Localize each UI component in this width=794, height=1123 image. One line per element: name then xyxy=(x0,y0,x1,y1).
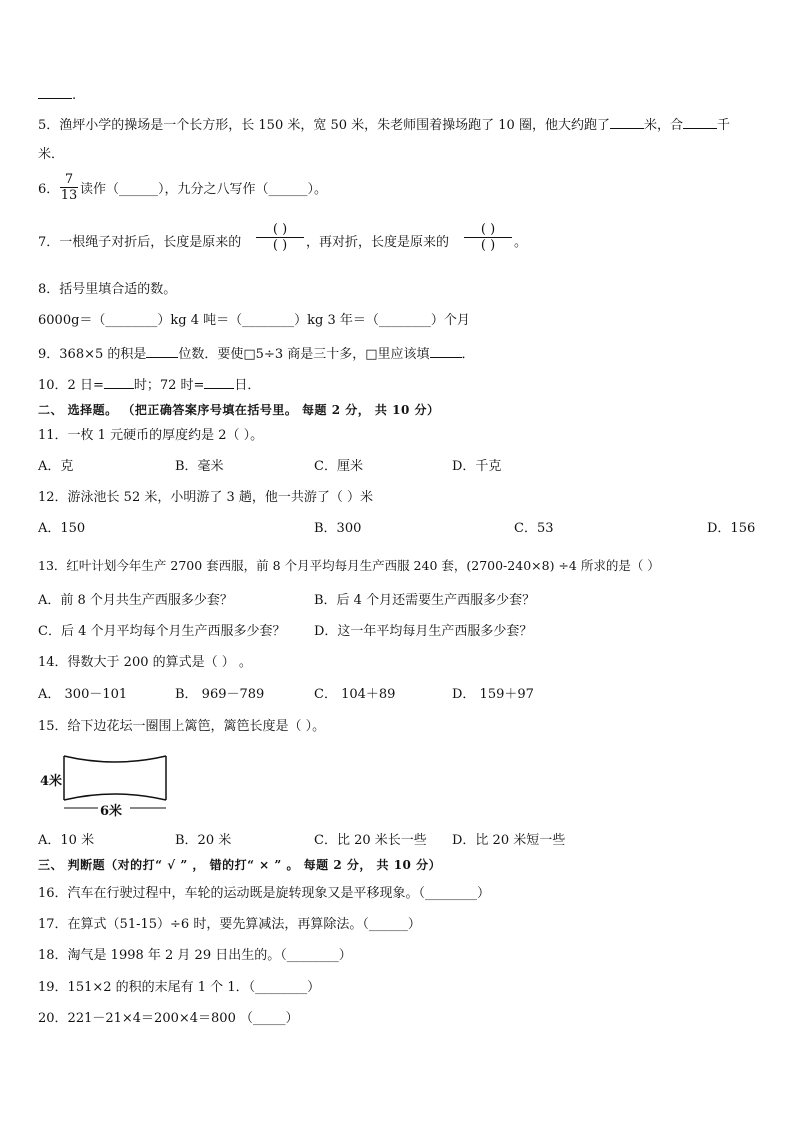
q4-tail: . xyxy=(38,86,76,104)
fraction-blank-1[interactable]: ( ) ( ) xyxy=(256,222,304,253)
answer-blank[interactable] xyxy=(204,376,234,389)
option-d[interactable]: D．156 xyxy=(707,521,756,536)
option-c[interactable]: C．后 4 个月平均每个月生产西服多少套？ xyxy=(38,624,286,639)
option-a[interactable]: A． 300－101 xyxy=(38,687,128,702)
answer-blank[interactable] xyxy=(38,86,72,99)
question-13: 13．红叶计划今年生产 2700 套西服，前 8 个月平均每月生产西服 240 套，(2700-240×8) ÷4 所求的是（ ） xyxy=(38,558,660,573)
section-3-heading: 三、 判断题（对的打“ √ ” ， 错的打“ × ” 。 每题 2 分， 共 10 分） xyxy=(38,858,442,872)
option-a[interactable]: A．150 xyxy=(38,521,86,536)
option-c[interactable]: C．比 20 米长一些 xyxy=(314,833,427,848)
question-9: 9．368×5 的积是 位数．要使□5÷3 商是三十多，□里应该填 ． xyxy=(38,347,475,362)
question-19: 19．151×2 的积的末尾有 1 个 1．（________） xyxy=(38,980,321,995)
side-label: 4米 xyxy=(40,774,63,789)
option-d[interactable]: D．千克 xyxy=(452,459,502,474)
option-c[interactable]: C．53 xyxy=(514,521,554,536)
question-14: 14．得数大于 200 的算式是（ ） 。 xyxy=(38,655,252,670)
flower-bed-figure xyxy=(38,752,178,818)
question-6-text: 读作（______），九分之八写作（______）。 xyxy=(80,182,328,197)
fraction-blank-2[interactable]: ( ) ( ) xyxy=(464,222,512,253)
option-a[interactable]: A．10 米 xyxy=(38,833,95,848)
question-7-text-a: 7．一根绳子对折后，长度是原来的 xyxy=(38,235,242,250)
question-10: 10．2 日= 时；72 时= 日． xyxy=(38,378,261,393)
question-20: 20．221－21×4＝200×4＝800 （_____） xyxy=(38,1011,299,1026)
question-8-line: 6000g＝（________）kg 4 吨＝（________）kg 3 年＝（________）个月 xyxy=(38,313,470,328)
option-b[interactable]: B．20 米 xyxy=(175,833,232,848)
option-a[interactable]: A．前 8 个月共生产西服多少套？ xyxy=(38,593,233,608)
fraction-7-13: $\frac{7}{13}$ xyxy=(60,172,78,203)
option-b[interactable]: B． 969－789 xyxy=(175,687,265,702)
answer-blank[interactable] xyxy=(104,376,134,389)
option-c[interactable]: C． 104＋89 xyxy=(314,687,396,702)
question-5: 5．渔坪小学的操场是一个长方形，长 150 米，宽 50 米，朱老师围着操场跑了 10 圈，他大约跑了 米，合 千 xyxy=(38,118,730,133)
answer-blank[interactable] xyxy=(430,345,462,358)
question-6-num: 6． xyxy=(38,182,60,197)
option-a[interactable]: A．克 xyxy=(38,459,74,474)
question-11: 11．一枚 1 元硬币的厚度约是 2（ ）。 xyxy=(38,428,264,443)
question-8-title: 8．括号里填合适的数。 xyxy=(38,282,177,297)
question-7-text-b: ，再对折，长度是原来的 xyxy=(306,235,450,250)
question-18: 18．淘气是 1998 年 2 月 29 日出生的。（________） xyxy=(38,948,352,963)
option-d[interactable]: D． 159＋97 xyxy=(452,687,534,702)
option-b[interactable]: B．毫米 xyxy=(175,459,224,474)
bottom-label: 6米 xyxy=(100,804,123,819)
question-15: 15．给下边花坛一圈围上篱笆，篱笆长度是（ ）。 xyxy=(38,719,326,734)
question-7-text-c: 。 xyxy=(514,235,528,250)
answer-blank[interactable] xyxy=(610,116,644,129)
question-17: 17．在算式（51-15）÷6 时，要先算减法，再算除法。（______） xyxy=(38,917,421,932)
option-c[interactable]: C．厘米 xyxy=(314,459,363,474)
question-5-cont: 米． xyxy=(38,147,65,162)
option-b[interactable]: B．300 xyxy=(314,521,362,536)
question-16: 16．汽车在行驶过程中，车轮的运动既是旋转现象又是平移现象。（________） xyxy=(38,886,491,901)
question-12: 12．游泳池长 52 米，小明游了 3 趟，他一共游了（ ）米 xyxy=(38,490,374,505)
option-d[interactable]: D．这一年平均每月生产西服多少套？ xyxy=(314,624,533,639)
answer-blank[interactable] xyxy=(146,345,178,358)
section-2-heading: 二、 选择题。 （把正确答案序号填在括号里。 每题 2 分， 共 10 分） xyxy=(38,403,440,417)
option-b[interactable]: B．后 4 个月还需要生产西服多少套？ xyxy=(314,593,536,608)
answer-blank[interactable] xyxy=(683,116,717,129)
question-5-text: 5．渔坪小学的操场是一个长方形，长 150 米，宽 50 米，朱老师围着操场跑了 10 圈，他大约跑了 xyxy=(38,118,610,133)
option-d[interactable]: D．比 20 米短一些 xyxy=(452,833,566,848)
